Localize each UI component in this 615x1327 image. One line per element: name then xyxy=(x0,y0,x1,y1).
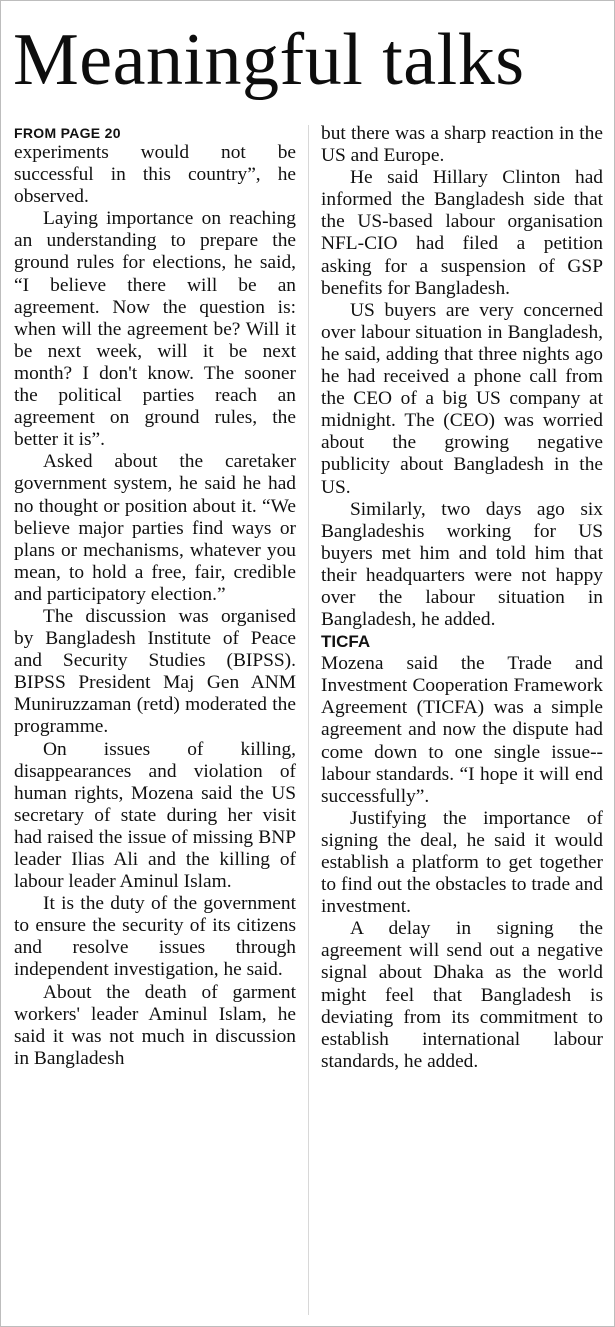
article-paragraph: The discussion was organised by Bangladesh Institute of Peace and Security Studies (BIPSS). BIPSS President Maj Gen ANM Muniruzzaman (retd) moderated the programme. xyxy=(14,605,296,738)
continued-from-label: FROM PAGE 20 xyxy=(14,125,121,141)
article-paragraph: Asked about the caretaker government system, he said he had no thought or position about it. “We believe major parties find ways or plans or mechanisms, whatever you mean, to hold a free, fair, credible and participatory election.” xyxy=(14,451,296,605)
article-paragraph: He said Hillary Clinton had informed the Bangladesh side that the US-based labour organisation NFL-CIO had filed a petition asking for a suspension of GSP benefits for Bangladesh. xyxy=(321,167,603,299)
article-paragraph: Similarly, two days ago six Bangladeshis working for US buyers met him and told him that their headquarters were not happy over the labour situation in Bangladesh, he added. xyxy=(321,498,603,631)
right-column xyxy=(321,123,603,1073)
column-divider xyxy=(308,125,309,1315)
article-paragraph: but there was a sharp reaction in the US and Europe. xyxy=(321,123,603,167)
article-paragraph: US buyers are very concerned over labour situation in Bangladesh, he said, adding that three nights ago he had received a phone call from the CEO of a big US company at midnight. The (CEO) was worried about the growing negative publicity about Bangladesh in the US. xyxy=(321,299,603,498)
article-paragraph: Justifying the importance of signing the deal, he said it would establish a platform to get together to find out the obstacles to trade and investment. xyxy=(321,807,603,918)
article-paragraph: On issues of killing, disappearances and violation of human rights, Mozena said the US secretary of state during her visit had raised the issue of missing BNP leader Ilias Ali and the killing of labour leader Aminul Islam. xyxy=(14,738,296,893)
article-paragraph: experiments would not be successful in this country”, he observed. xyxy=(14,142,296,208)
section-subhead: TICFA xyxy=(321,632,371,652)
article-paragraph: Laying importance on reaching an understanding to prepare the ground rules for elections, he said, “I believe there will be an agreement. Now the question is: when will the agreement be? Will it be next week, will it be next month? I don't know. The sooner the political parties reach an agreement on ground rules, the better it is”. xyxy=(14,208,296,451)
article-paragraph: Mozena said the Trade and Investment Cooperation Framework Agreement (TICFA) was a simple agreement and now the dispute had come down to one single issue--labour standards. “I hope it will end successfully”. xyxy=(321,653,603,807)
headline: Meaningful talks xyxy=(13,19,525,101)
article-paragraph: About the death of garment workers' leader Aminul Islam, he said it was not much in discussion in Bangladesh xyxy=(14,981,296,1069)
article-paragraph: A delay in signing the agreement will send out a negative signal about Dhaka as the world might feel that Bangladesh is deviating from its commitment to establish international labour standards, he added. xyxy=(321,918,603,1072)
left-column xyxy=(14,123,296,1070)
article-paragraph: It is the duty of the government to ensure the security of its citizens and resolve issues through independent investigation, he said. xyxy=(14,893,296,981)
